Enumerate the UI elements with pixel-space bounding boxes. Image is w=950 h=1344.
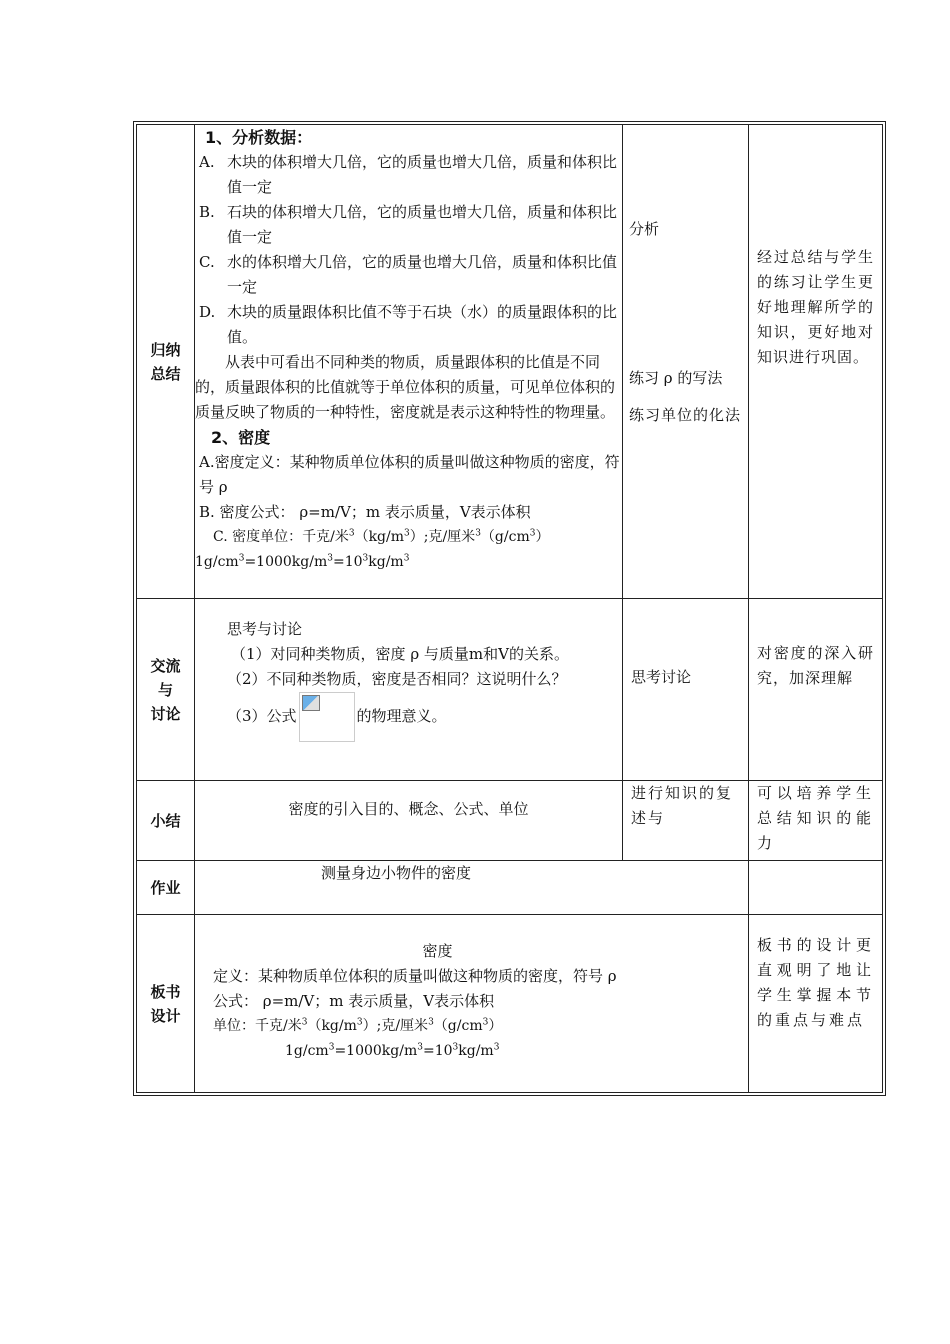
activity-review: 进行知识的复述与	[631, 784, 734, 827]
intent-text: 板书的设计更直观明了地让学生掌握本节的重点与难点	[757, 936, 874, 1029]
activity-rho-writing: 练习 ρ 的写法	[629, 369, 723, 387]
label-text: 归纳 总结	[150, 340, 181, 383]
formula-image-icon	[299, 692, 355, 742]
design-intent-summary	[749, 125, 883, 599]
activity-think-discuss: 思考讨论	[631, 668, 692, 686]
board-definition: 定义：某种物质单位体积的质量叫做这种物质的密度，符号 ρ	[213, 967, 617, 985]
list-item-c: C. 水的体积增大几倍，它的质量也增大几倍，质量和体积比值一定	[199, 253, 618, 296]
density-definition: A.密度定义：某种物质单位体积的质量叫做这种物质的密度，符号 ρ	[199, 453, 620, 496]
list-item-a: A. 木块的体积增大几倍，它的质量也增大几倍，质量和体积比值一定	[199, 153, 618, 196]
row-label-homework	[137, 861, 195, 915]
row-summary	[137, 125, 883, 599]
content-board	[195, 915, 749, 1093]
activity-unit-conversion: 练习单位的化法	[629, 406, 742, 424]
student-activity-conclusion	[623, 781, 749, 861]
row-homework	[137, 861, 883, 915]
conclusion-text: 密度的引入目的、概念、公式、单位	[288, 800, 529, 818]
intent-text: 对密度的深入研究，加深理解	[757, 644, 874, 687]
intent-text: 可以培养学生总结知识的能力	[757, 784, 874, 852]
label-text: 小结	[150, 811, 181, 830]
student-activity-summary	[623, 125, 749, 599]
content-discussion	[195, 599, 623, 781]
discussion-q3: （3）公式 的物理意义。	[201, 692, 616, 742]
content-homework	[195, 861, 749, 915]
list-item-b: B. 石块的体积增大几倍，它的质量也增大几倍，质量和体积比值一定	[199, 203, 618, 246]
design-intent-discussion	[749, 599, 883, 781]
row-conclusion	[137, 781, 883, 861]
design-intent-board	[749, 915, 883, 1093]
summary-paragraph: 从表中可看出不同种类的物质，质量跟体积的比值是不同的，质量跟体积的比值就等于单位体积的质量，可见单位体积的质量反映了物质的一种特性，密度就是表示这种特性的物理量。	[195, 353, 616, 421]
unit-conversion: $1g/cm^3=1000kg/m^3=10^3kg/m^3$	[195, 553, 410, 570]
label-text: 板书 设计	[150, 982, 181, 1025]
design-intent-homework	[749, 861, 883, 915]
discussion-title: 思考与讨论	[227, 620, 303, 638]
heading-density: 2、密度	[211, 428, 271, 447]
label-text: 交流 与 讨论	[150, 656, 181, 723]
row-label-conclusion	[137, 781, 195, 861]
row-discussion	[137, 599, 883, 781]
board-unit: 单位：千克/米$^3(kg/m^3)$;克/厘米$^3(g/cm^3)$	[213, 1017, 503, 1034]
design-intent-conclusion	[749, 781, 883, 861]
board-formula: 公式： ρ=m/V；m 表示质量，V表示体积	[213, 992, 495, 1010]
row-board-design	[137, 915, 883, 1093]
label-text: 作业	[150, 878, 181, 897]
board-conversion: $1g/cm^3=1000kg/m^3=10^3kg/m^3$	[285, 1042, 500, 1059]
density-formula: B. 密度公式： ρ=m/V；m 表示质量，V表示体积	[199, 503, 531, 521]
board-title: 密度	[422, 942, 453, 960]
discussion-q1: （1）对同种类物质，密度 ρ 与质量m和V的关系。	[231, 645, 569, 663]
activity-analyze: 分析	[629, 220, 660, 238]
content-summary	[195, 125, 623, 599]
discussion-q2: （2）不同种类物质，密度是否相同？这说明什么？	[227, 670, 567, 688]
density-unit: C. 密度单位：千克/米$^3(kg/m^3)$;克/厘米$^3(g/cm^3)$	[213, 528, 550, 545]
homework-text: 测量身边小物件的密度	[321, 864, 472, 882]
row-label-board	[137, 915, 195, 1093]
intent-text: 经过总结与学生的练习让学生更好地理解所学的知识，更好地对知识进行巩固。	[757, 248, 874, 366]
heading-analyze-data: 1、分析数据：	[205, 128, 313, 147]
content-conclusion	[195, 781, 623, 861]
row-label-discussion	[137, 599, 195, 781]
student-activity-discussion	[623, 599, 749, 781]
lesson-plan-table	[136, 124, 883, 1093]
row-label-summary	[137, 125, 195, 599]
list-item-d: D. 木块的质量跟体积比值不等于石块（水）的质量跟体积的比值。	[199, 303, 618, 346]
